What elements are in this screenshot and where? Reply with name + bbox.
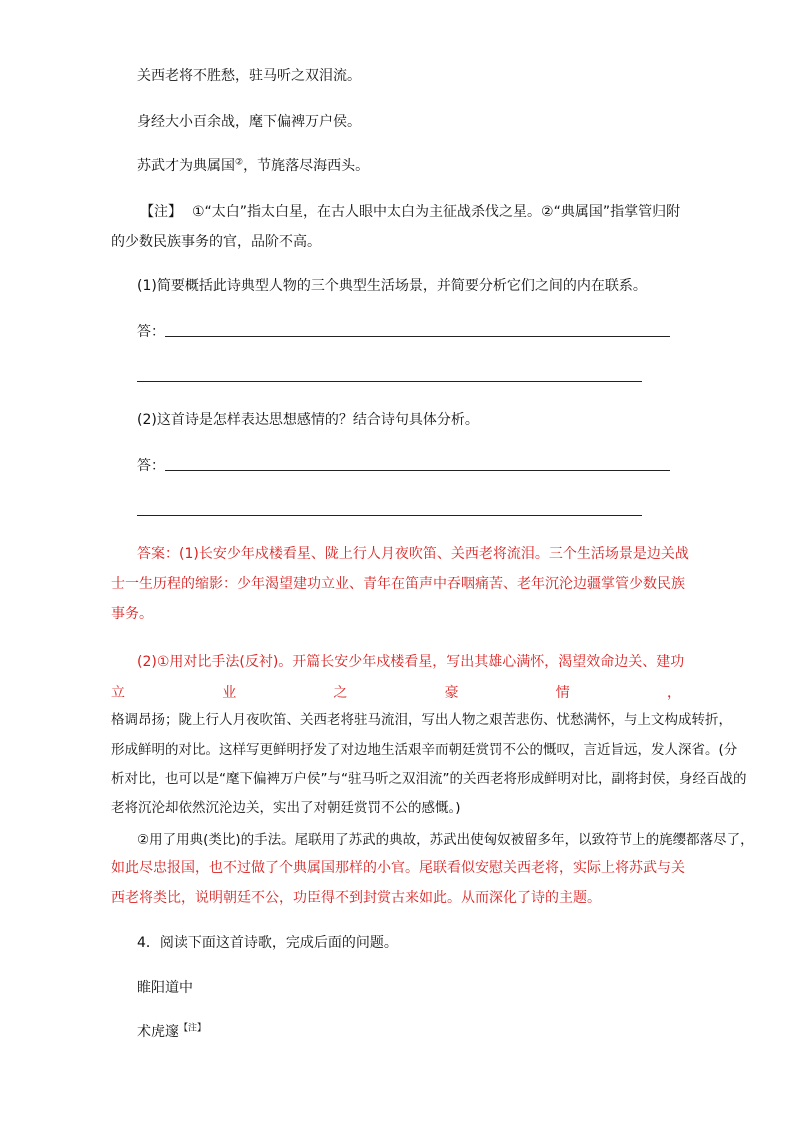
poem-title: 睢阳道中 (137, 980, 193, 996)
note-line-2: 的少数民族事务的官，品阶不高。 (111, 234, 321, 250)
answer-p2-line1: (2)①用对比手法(反衬)。开篇长安少年戍楼看星，写出其雄心满怀，渴望效命边关、建功 (137, 654, 685, 670)
spread-char: 情 (555, 685, 570, 701)
question-2: (2)这首诗是怎样表达思想感情的？结合诗句具体分析。 (137, 412, 479, 428)
poem-ref-mark: ② (235, 157, 244, 168)
answer-p1-line2: 士一生历程的缩影：少年渴望建功立业、青年在笛声中吞咽痛苦、老年沉沦边疆掌管少数民族 (111, 576, 685, 592)
author-name: 术虎邃 (137, 1024, 179, 1040)
note-tag: 【注】 (140, 204, 182, 220)
spread-char: 之 (333, 685, 348, 701)
poem-line-3-b: ，节旄落尽海西头。 (243, 158, 370, 174)
spread-char: 豪 (444, 685, 459, 701)
answer-line-2b[interactable] (137, 515, 642, 516)
poem-line-3-a: 苏武才为典属国 (137, 158, 235, 174)
answer-label-2: 答： (137, 458, 165, 474)
author-note-mark: 【注】 (179, 1023, 207, 1034)
poem-line-2: 身经大小百余战，麾下偏裨万户侯。 (137, 114, 361, 130)
answer-p3-line3: 西老将类比，说明朝廷不公，功臣得不到封赏古来如此。从而深化了诗的主题。 (111, 890, 601, 906)
poem-line-1: 关西老将不胜愁，驻马听之双泪流。 (137, 68, 361, 84)
spread-char: ， (666, 685, 681, 701)
note-text-1: ①“太白”指太白星，在古人眼中太白为主征战杀伐之星。②“典属国”指掌管归附 (192, 204, 681, 220)
answer-line-1b[interactable] (137, 381, 642, 382)
answer-label-1: 答： (137, 324, 165, 340)
spread-char: 业 (222, 685, 237, 701)
answer-p2-line5: 析对比，也可以是“麾下偏裨万户侯”与“驻马听之双泪流”的关西老将形成鲜明对比，副将封侯，身经百战的 (111, 771, 747, 787)
answer-line-2a[interactable] (165, 470, 670, 471)
answer-line-1a[interactable] (165, 336, 670, 337)
answer-p2-line4: 形成鲜明的对比。这样写更鲜明抒发了对边地生活艰辛而朝廷赏罚不公的慨叹，言近旨远，发人深省。(分 (111, 742, 738, 758)
answer-p2-line3: 格调昂扬；陇上行人月夜吹笛、关西老将驻马流泪，写出人物之艰苦悲伤、忧愁满怀，与上文构成转折， (111, 712, 732, 728)
question-1: (1)简要概括此诗典型人物的三个典型生活场景，并简要分析它们之间的内在联系。 (137, 278, 647, 294)
answer-p2-line6: 老将沉沦却依然沉沦边关，实出了对朝廷赏罚不公的感慨。) (111, 800, 461, 816)
note-line-1 (140, 202, 680, 222)
answer-p2-spread-line (111, 683, 681, 703)
poem-author (137, 1022, 206, 1042)
answer-p1-line1: 答案：(1)长安少年戍楼看星、陇上行人月夜吹笛、关西老将流泪。三个生活场景是边关战 (137, 546, 689, 562)
spread-char: 立 (111, 685, 125, 701)
answer-p3-line2: 如此尽忠报国，也不过做了个典属国那样的小官。尾联看似安慰关西老将，实际上将苏武与关 (111, 860, 685, 876)
answer-p3-line1: ②用了用典(类比)的手法。尾联用了苏武的典故，苏武出使匈奴被留多年，以致符节上的旄缨都落尽了， (137, 832, 754, 848)
poem-line-3 (137, 156, 369, 176)
answer-p1-line3: 事务。 (111, 606, 153, 622)
question-4-instruction: 4．阅读下面这首诗歌，完成后面的问题。 (137, 935, 398, 951)
